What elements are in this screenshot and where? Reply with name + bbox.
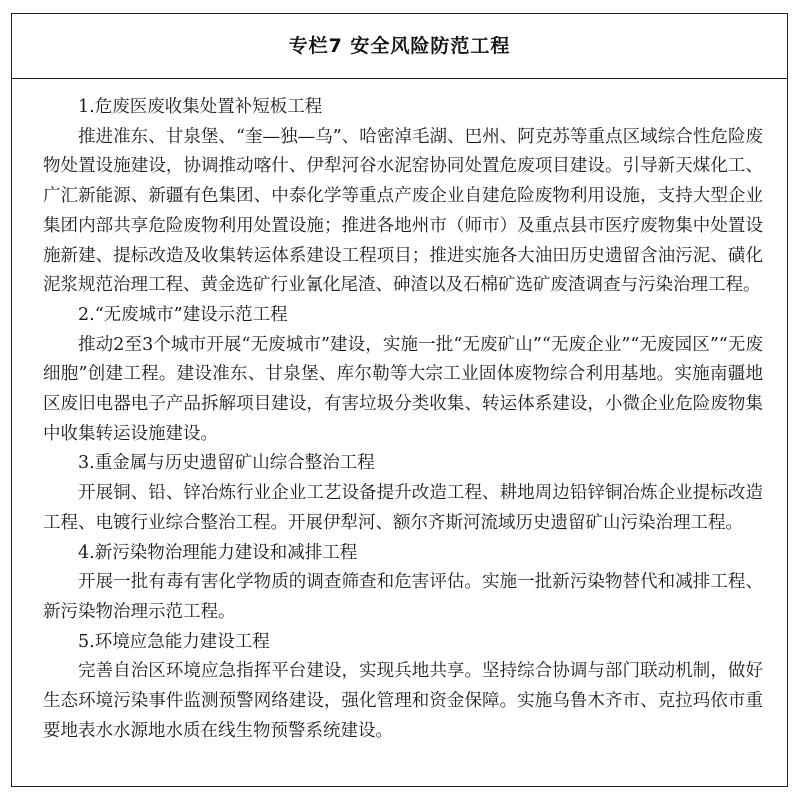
section-4 bbox=[43, 539, 763, 628]
section-heading: 3.重金属与历史遗留矿山综合整治工程 bbox=[78, 453, 375, 474]
section-1 bbox=[43, 93, 763, 301]
section-heading: 4.新污染物治理能力建设和减排工程 bbox=[78, 542, 358, 563]
column-box bbox=[11, 13, 788, 787]
column-title: 专栏7 安全风险防范工程 bbox=[288, 35, 511, 57]
section-body: 开展铜、铅、锌冶炼行业企业工艺设备提升改造工程、耕地周边铅锌铜冶炼企业提标改造工程、电镀行业综合整治工程。开展伊犁河、额尔齐斯河流域历史遗留矿山污染治理工程。 bbox=[43, 483, 763, 533]
section-2 bbox=[43, 301, 763, 450]
section-3 bbox=[43, 449, 763, 538]
section-body: 开展一批有毒有害化学物质的调查筛查和危害评估。实施一批新污染物替代和减排工程、新污染物治理示范工程。 bbox=[43, 572, 763, 622]
section-heading: 5.环境应急能力建设工程 bbox=[78, 631, 270, 652]
section-heading: 1.危废医废收集处置补短板工程 bbox=[78, 97, 323, 117]
section-body: 推进准东、甘泉堡、“奎—独—乌”、哈密淖毛湖、巴州、阿克苏等重点区域综合性危险废物处置设施建设，协调推动喀什、伊犁河谷水泥窑协同处置危废项目建设。引导新天煤化工、广汇新能源、新疆有色集团、中泰化学等重点产废企业自建危险废物利用设施，支持大型企业集团内部共享危险废物利用处置设施；推进各地州市（师市）及重点县市医疗废物集中处置设施新建、提标改造及收集转运体系建设工程项目；推进实施各大油田历史遗留含油污泥、磺化泥浆规范治理工程、黄金选矿行业氰化尾渣、砷渣以及石棉矿选矿废渣调查与污染治理工程。 bbox=[43, 126, 763, 296]
section-5 bbox=[43, 628, 763, 747]
section-body: 推动2至3个城市开展“无废城市”建设，实施一批“无废矿山”“无废企业”“无废园区”“无废细胞”创建工程。建设准东、甘泉堡、库尔勒等大宗工业固体废物综合利用基地。实施南疆地区废旧电器电子产品拆解项目建设，有害垃圾分类收集、转运体系建设，小微企业危险废物集中收集转运设施建设。 bbox=[43, 334, 763, 444]
section-body: 完善自治区环境应急指挥平台建设，实现兵地共享。坚持综合协调与部门联动机制，做好生态环境污染事件监测预警网络建设，强化管理和资金保障。实施乌鲁木齐市、克拉玛依市重要地表水水源地水质在线生物预警系统建设。 bbox=[43, 661, 763, 741]
column-content bbox=[43, 93, 763, 746]
title-divider bbox=[12, 78, 787, 79]
section-heading: 2.“无废城市”建设示范工程 bbox=[78, 304, 288, 325]
